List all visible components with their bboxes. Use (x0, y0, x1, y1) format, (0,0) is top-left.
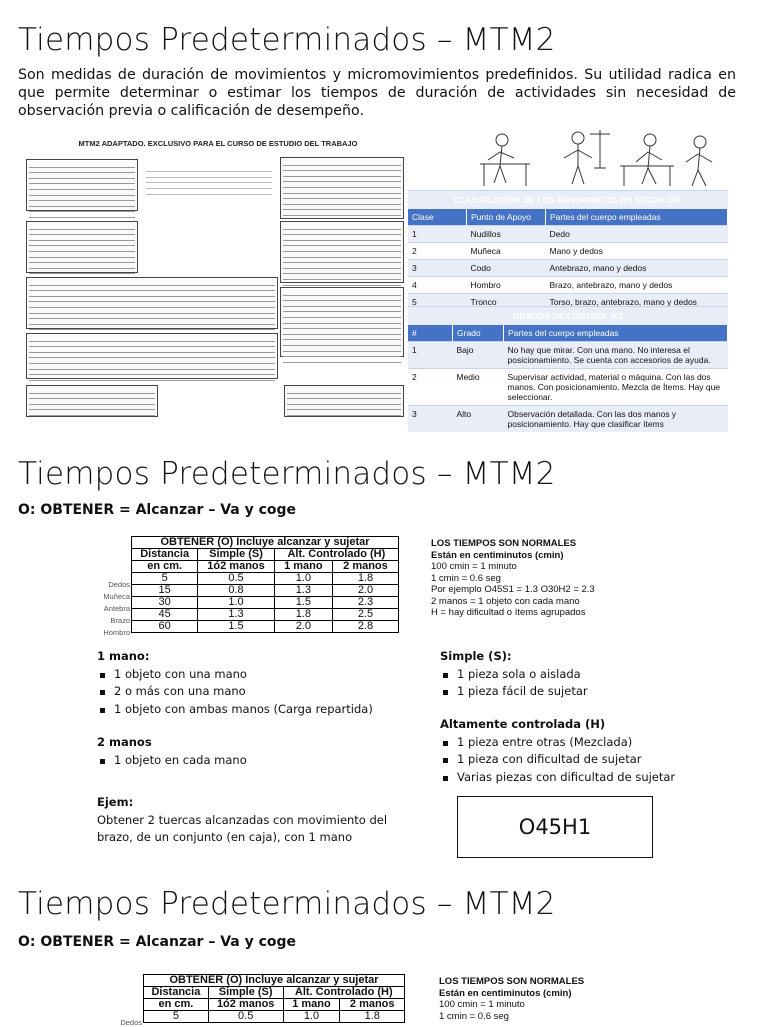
row-label-muneca: Muñeca (103, 592, 130, 601)
mini-block-colocar-2 (26, 277, 278, 329)
cell: 3 (408, 406, 453, 433)
table-row (408, 406, 728, 433)
table-row (132, 585, 399, 597)
cell: 2.3 (332, 597, 398, 609)
table-row (132, 609, 399, 621)
table-row (408, 277, 728, 294)
row-label-hombro: Hombro (103, 628, 130, 637)
cell: Dedo (546, 226, 728, 243)
cell: Brazo, antebrazo, mano y dedos (546, 277, 728, 294)
cell: No hay que mirar. Con una mano. No interesa el posicionamiento. Se cuenta con accesorios de ayuda. (504, 342, 728, 369)
table-row (408, 226, 728, 243)
obtener-table (131, 536, 399, 633)
mini-block-obtener (26, 159, 138, 211)
slide1-title: Tiempos Predeterminados – MTM2 (18, 22, 556, 58)
cell: Torso, brazo, antebrazo, mano y dedos (546, 294, 728, 311)
slide2-title: Tiempos Predeterminados – MTM2 (18, 456, 556, 492)
cell: Bajo (453, 342, 504, 369)
cell: 60 (132, 621, 198, 633)
col-punto-apoyo: Punto de Apoyo (467, 209, 546, 226)
row-label-brazo: Brazo (110, 616, 130, 625)
cell: Observación detallada. Con las dos manos y posicionamiento. Hay que clasificar ítems (504, 406, 728, 433)
hdr-en-cm: en cm. (132, 561, 198, 573)
obtener-table-2 (143, 974, 405, 1023)
cell: 5 (144, 1011, 209, 1023)
cell: 1.3 (198, 609, 274, 621)
slide3-title: Tiempos Predeterminados – MTM2 (18, 886, 556, 922)
slide1-intro: Son medidas de duración de movimientos y micromovimientos predefinidos. Su utilidad radica en que permite determinar o estimar los tiempos de duración de actividades sin necesidad de observación previa o calificación de desempeño. (18, 67, 736, 119)
col-num: # (408, 325, 453, 342)
mini-block-colocar (26, 221, 138, 273)
tiempos-notes (431, 538, 595, 619)
code-box: O45H1 (457, 796, 653, 858)
mini-sheet-title: MTM2 ADAPTADO. EXCLUSIVO PARA EL CURSO DE ESTUDIO DEL TRABAJO (78, 139, 358, 148)
table-row (132, 597, 399, 609)
cell: Supervisar actividad, material o máquina. Con las dos manos. Con posicionamiento. Mezcla de Ítems. Hay que seleccionar. (504, 369, 728, 406)
hdr-controlado: Alt. Controlado (H) (274, 549, 398, 561)
grados-caption: GRADOS DE CONTROL (C) (408, 307, 728, 326)
hdr-2-manos: 2 manos (340, 999, 405, 1011)
cell: Codo (467, 260, 546, 277)
list-item: 1 pieza sola o aislada (457, 666, 588, 684)
cell: 2.0 (274, 621, 332, 633)
list-item: 2 o más con una mano (114, 683, 373, 701)
mini-block-movimientos (280, 287, 404, 357)
simple-section (440, 648, 588, 701)
workers-illustration (460, 128, 728, 188)
mini-block-notes (143, 159, 275, 211)
two-hands-heading: 2 manos (97, 735, 152, 749)
hdr-1-mano: 1 mano (274, 561, 332, 573)
cell: 0.5 (198, 573, 274, 585)
cell: 5 (132, 573, 198, 585)
col-clase: Clase (408, 209, 467, 226)
hdr-1o2-manos: 1ó2 manos (208, 999, 283, 1011)
cell: 0.5 (208, 1011, 283, 1023)
mini-block-factor-peso (26, 333, 278, 379)
hdr-simple: Simple (S) (198, 549, 274, 561)
hdr-simple: Simple (S) (208, 987, 283, 999)
simple-heading: Simple (S): (440, 649, 512, 663)
cell: 5 (408, 294, 467, 311)
mtm2-reference-sheet (8, 141, 406, 421)
controlled-section (440, 716, 675, 786)
cell: 1.8 (274, 609, 332, 621)
table-row (132, 573, 399, 585)
table-row (408, 342, 728, 369)
row-label-antebrazo: Antebra (103, 604, 130, 613)
cell: 1.0 (274, 573, 332, 585)
list-item: 1 pieza entre otras (Mezclada) (457, 734, 675, 752)
list-item: Varias piezas con dificultad de sujetar (457, 769, 675, 787)
cell: 1.0 (198, 597, 274, 609)
table-row (132, 621, 399, 633)
cell: 1.8 (340, 1011, 405, 1023)
grados-table (408, 306, 728, 432)
cell: 1.0 (283, 1011, 340, 1023)
cell: Muñeca (467, 243, 546, 260)
hdr-en-cm: en cm. (144, 999, 209, 1011)
note-line: LOS TIEMPOS SON NORMALES (431, 538, 577, 549)
cell: Antebrazo, mano y dedos (546, 260, 728, 277)
cell: 2.8 (332, 621, 398, 633)
classification-table (408, 190, 728, 310)
slide3-subtitle: O: OBTENER = Alcanzar – Va y coge (18, 934, 297, 950)
cell: Medio (453, 369, 504, 406)
mini-block-tiempos-visuales (26, 385, 158, 417)
one-hand-heading: 1 mano: (97, 649, 150, 663)
mini-block-rotacion (280, 157, 404, 219)
cell: 0.8 (198, 585, 274, 597)
cell: Mano y dedos (546, 243, 728, 260)
cell: 1 (408, 226, 467, 243)
cell: 3 (408, 260, 467, 277)
note-line: 100 cmin = 1 minuto (439, 999, 525, 1010)
obtener-caption: OBTENER (O) Incluye alcanzar y sujetar (132, 537, 399, 549)
note-line: LOS TIEMPOS SON NORMALES (439, 976, 585, 987)
controlled-heading: Altamente controlada (H) (440, 717, 606, 731)
note-line: Están en centiminutos (cmin) (439, 987, 572, 999)
hdr-distancia: Distancia (132, 549, 198, 561)
note-line: H = hay dificultad o ítems agrupados (431, 607, 586, 618)
cell: Tronco (467, 294, 546, 311)
note-line: Están en centiminutos (cmin) (431, 549, 564, 561)
hdr-distancia: Distancia (144, 987, 209, 999)
col-grado: Grado (453, 325, 504, 342)
obtener-caption-2: OBTENER (O) Incluye alcanzar y sujetar (144, 975, 405, 987)
list-item: 1 objeto con una mano (114, 666, 373, 684)
cell: 2 (408, 243, 467, 260)
row-label-dedos: Dedos (120, 1018, 142, 1027)
cell: Nudillos (467, 226, 546, 243)
tiempos-notes-2 (439, 976, 584, 1022)
one-hand-section (97, 648, 373, 718)
hdr-controlado: Alt. Controlado (H) (283, 987, 404, 999)
row-label-dedos: Dedos (108, 580, 130, 589)
cell: 4 (408, 277, 467, 294)
col-partes-cuerpo: Partes del cuerpo empleadas (546, 209, 728, 226)
cell: 1.5 (274, 597, 332, 609)
cell: 45 (132, 609, 198, 621)
two-hands-section (97, 734, 247, 769)
cell: 2.0 (332, 585, 398, 597)
example-heading: Ejem: (97, 795, 134, 809)
cell: Alto (453, 406, 504, 433)
cell: 2 (408, 369, 453, 406)
note-line: 100 cmin = 1 minuto (431, 561, 517, 572)
example-text: Obtener 2 tuercas alcanzadas con movimiento del brazo, de un conjunto (en caja), con 1 mano (97, 812, 388, 844)
mini-block-retomar (280, 221, 404, 283)
mini-block-tiempos-salida (284, 385, 404, 417)
note-line: 1 cmin = 0.6 seg (439, 1010, 509, 1022)
table-row (408, 260, 728, 277)
cell: Hombro (467, 277, 546, 294)
slide2-subtitle: O: OBTENER = Alcanzar – Va y coge (18, 502, 297, 518)
col-partes: Partes del cuerpo empleadas (504, 325, 728, 342)
example-section (97, 794, 407, 847)
table-row (408, 369, 728, 406)
cell: 1.5 (198, 621, 274, 633)
list-item: 1 pieza con dificultad de sujetar (457, 751, 675, 769)
cell: 1 (408, 342, 453, 369)
hdr-1o2-manos: 1ó2 manos (198, 561, 274, 573)
list-item: 1 pieza fácil de sujetar (457, 683, 588, 701)
cell: 1.8 (332, 573, 398, 585)
note-line: Por ejemplo O45S1 = 1.3 O30H2 = 2.3 (431, 584, 595, 595)
list-item: 1 objeto en cada mano (114, 752, 247, 770)
classification-caption: CLASIFICACIÓN DE LOS MOVIMIENTOS (M) SEGÚN OIT (408, 191, 728, 210)
hdr-1-mano: 1 mano (283, 999, 340, 1011)
table-row (144, 1011, 405, 1023)
hdr-2-manos: 2 manos (332, 561, 398, 573)
cell: 2.5 (332, 609, 398, 621)
table-row (408, 243, 728, 260)
cell: 15 (132, 585, 198, 597)
note-line: 2 manos = 1 objeto con cada mano (431, 595, 580, 607)
list-item: 1 objeto con ambas manos (Carga repartida) (114, 701, 373, 719)
cell: 30 (132, 597, 198, 609)
cell: 1.3 (274, 585, 332, 597)
note-line: 1 cmin = 0.6 seg (431, 572, 501, 584)
